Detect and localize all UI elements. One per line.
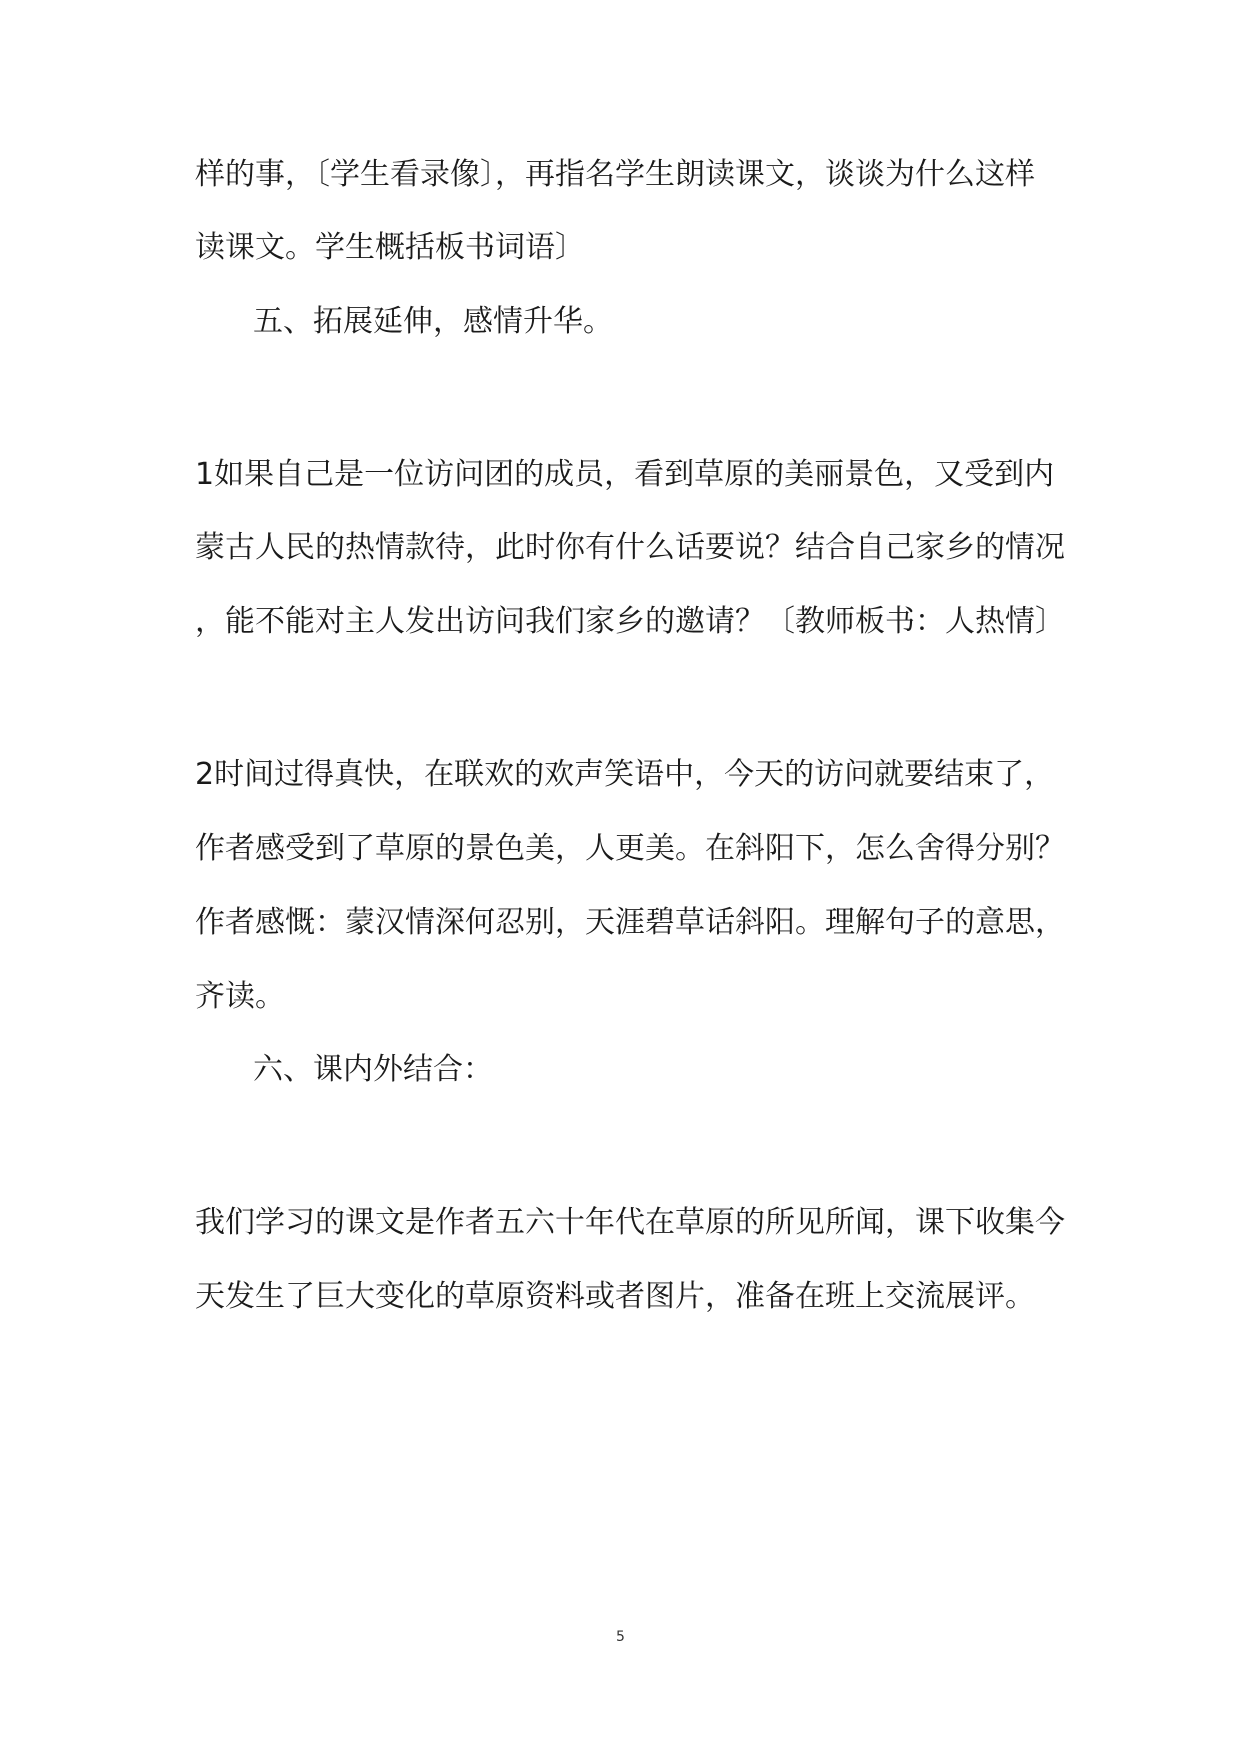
paragraph-line: 齐读。 xyxy=(195,979,285,1014)
paragraph-line: 蒙古人民的热情款待，此时你有什么话要说？结合自己家乡的情况 xyxy=(195,530,1065,565)
paragraph-line: 我们学习的课文是作者五六十年代在草原的所见所闻，课下收集今 xyxy=(195,1205,1065,1240)
paragraph-line: 读课文。学生概括板书词语〕 xyxy=(195,230,585,265)
section-heading: 六、课内外结合： xyxy=(253,1052,493,1087)
paragraph-line: 2时间过得真快，在联欢的欢声笑语中，今天的访问就要结束了， xyxy=(195,757,1055,792)
section-heading: 五、拓展延伸，感情升华。 xyxy=(253,304,613,339)
paragraph-line: 天发生了巨大变化的草原资料或者图片，准备在班上交流展评。 xyxy=(195,1279,1035,1314)
paragraph-line: ，能不能对主人发出访问我们家乡的邀请？〔教师板书：人热情〕 xyxy=(195,604,1065,639)
paragraph-line: 1如果自己是一位访问团的成员，看到草原的美丽景色，又受到内 xyxy=(195,457,1055,492)
page-number: 5 xyxy=(616,1629,625,1645)
paragraph-line: 作者感慨：蒙汉情深何忍别，天涯碧草话斜阳。理解句子的意思， xyxy=(195,905,1065,940)
paragraph-line: 样的事，〔学生看录像〕，再指名学生朗读课文，谈谈为什么这样 xyxy=(195,157,1035,192)
paragraph-line: 作者感受到了草原的景色美，人更美。在斜阳下，怎么舍得分别？ xyxy=(195,831,1065,866)
